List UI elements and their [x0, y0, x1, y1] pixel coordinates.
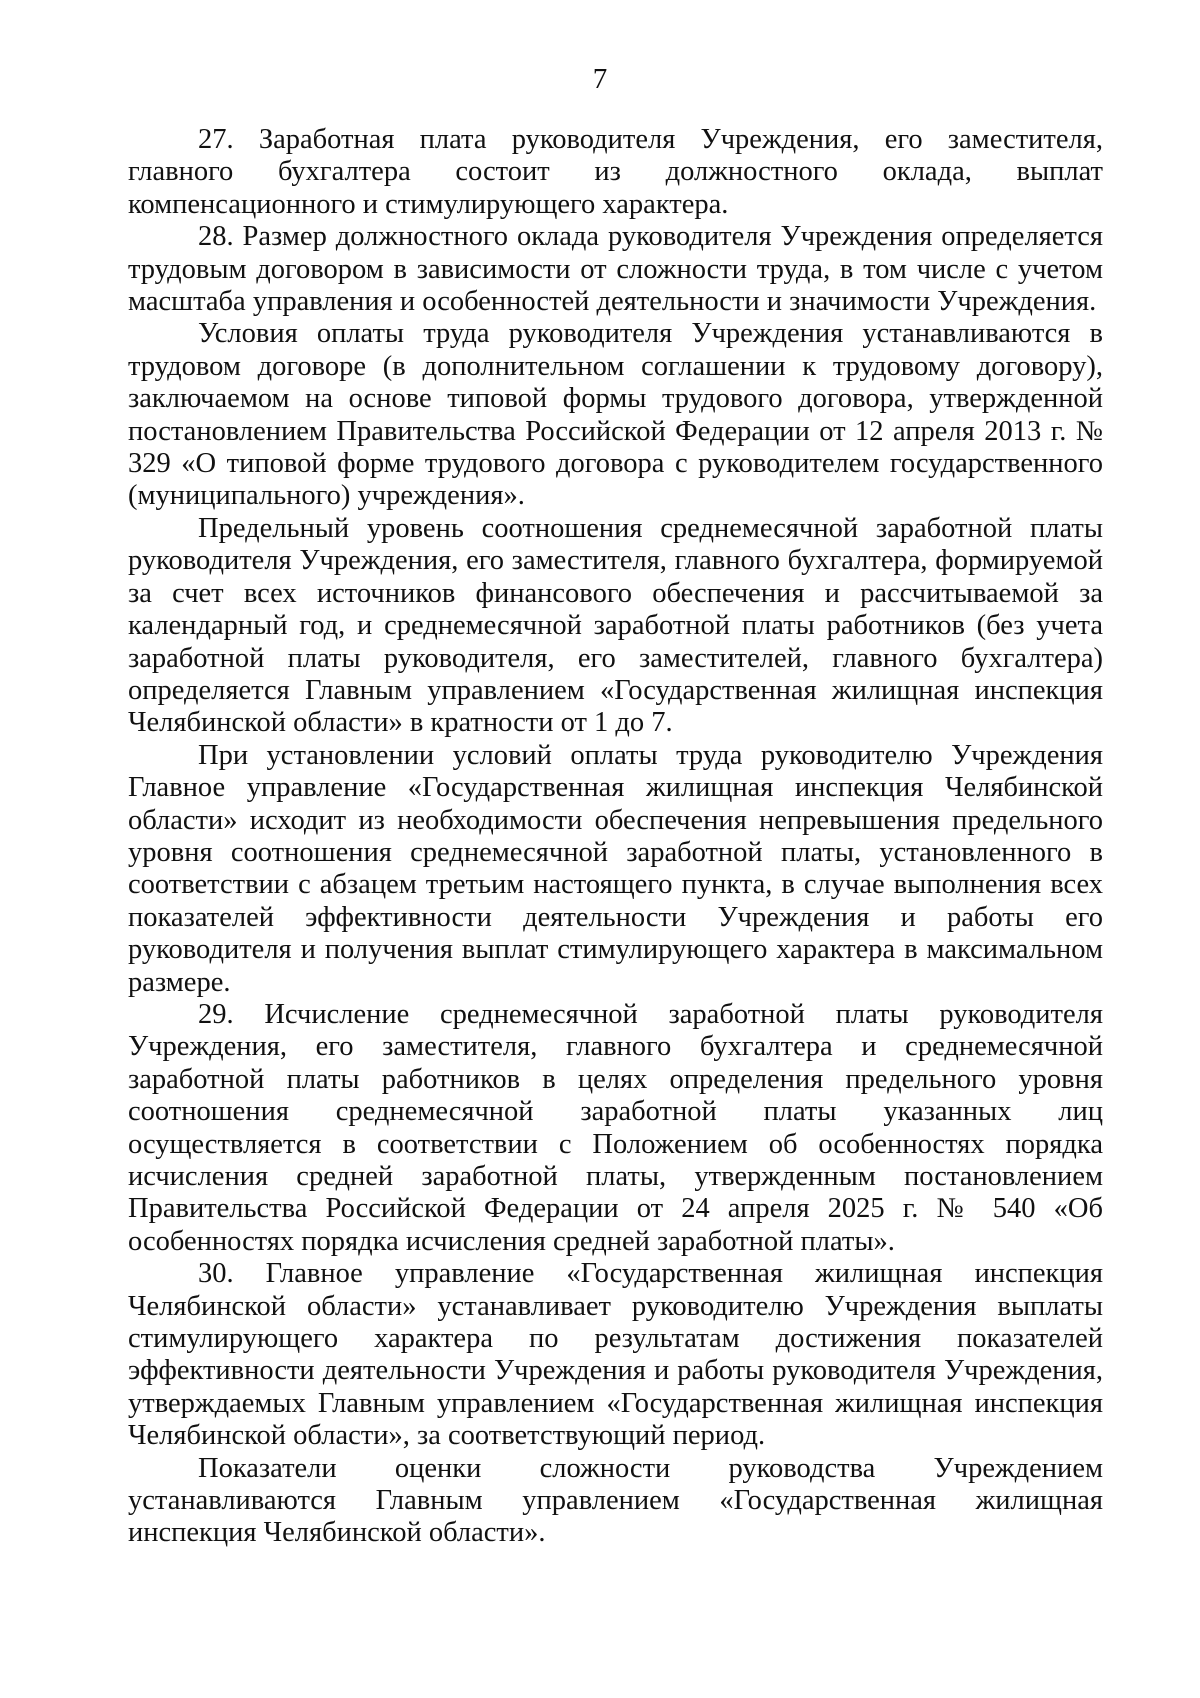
- paragraph-30: 30. Главное управление «Государственная жилищная инспекция Челябинской области» устанавливает руководителю Учреждения выплаты стимулирующего характера по результатам достижения показателей эффективности деятельности Учреждения и работы руководителя Учреждения, утверждаемых Главным управлением «Государственная жилищная инспекция Челябинской области», за соответствующий период.: [128, 1258, 1103, 1452]
- page-number: 7: [592, 63, 608, 95]
- paragraph-29: 29. Исчисление среднемесячной заработной платы руководителя Учреждения, его заместителя, главного бухгалтера и среднемесячной заработной платы работников в целях определения предельного уровня соотношения среднемесячной заработной платы указанных лиц осуществляется в соответствии с Положением об особенностях порядка исчисления средней заработной платы, утвержденным постановлением Правительства Российской Федерации от 24 апреля 2025 г. № 540 «Об особенностях порядка исчисления средней заработной платы».: [128, 998, 1103, 1257]
- paragraph-28-conditions: Условия оплаты труда руководителя Учреждения устанавливаются в трудовом договоре (в дополнительном соглашении к трудовому договору), заключаемом на основе типовой формы трудового договора, утвержденной постановлением Правительства Российской Федерации от 12 апреля 2013 г. № 329 «О типовой форме трудового договора с руководителем государственного (муниципального) учреждения».: [128, 318, 1103, 512]
- paragraph-28: 28. Размер должностного оклада руководителя Учреждения определяется трудовым договором в зависимости от сложности труда, в том числе с учетом масштаба управления и особенностей деятельности и значимости Учреждения.: [128, 221, 1103, 318]
- document-body: [128, 124, 1103, 1550]
- paragraph-27: 27. Заработная плата руководителя Учреждения, его заместителя, главного бухгалтера состоит из должностного оклада, выплат компенсационного и стимулирующего характера.: [128, 124, 1103, 220]
- paragraph-28-establishment: При установлении условий оплаты труда руководителю Учреждения Главное управление «Государственная жилищная инспекция Челябинской области» исходит из необходимости обеспечения непревышения предельного уровня соотношения среднемесячной заработной платы, установленного в соответствии с абзацем третьим настоящего пункта, в случае выполнения всех показателей эффективности деятельности Учреждения и работы его руководителя и получения выплат стимулирующего характера в максимальном размере.: [128, 739, 1103, 998]
- paragraph-28-limit-ratio: Предельный уровень соотношения среднемесячной заработной платы руководителя Учреждения, его заместителя, главного бухгалтера, формируемой за счет всех источников финансового обеспечения и рассчитываемой за календарный год, и среднемесячной заработной платы работников (без учета заработной платы руководителя, его заместителей, главного бухгалтера) определяется Главным управлением «Государственная жилищная инспекция Челябинской области» в кратности от 1 до 7.: [128, 512, 1103, 739]
- paragraph-30-indicators: Показатели оценки сложности руководства Учреждением устанавливаются Главным управлением «Государственная жилищная инспекция Челябинской области».: [128, 1452, 1103, 1549]
